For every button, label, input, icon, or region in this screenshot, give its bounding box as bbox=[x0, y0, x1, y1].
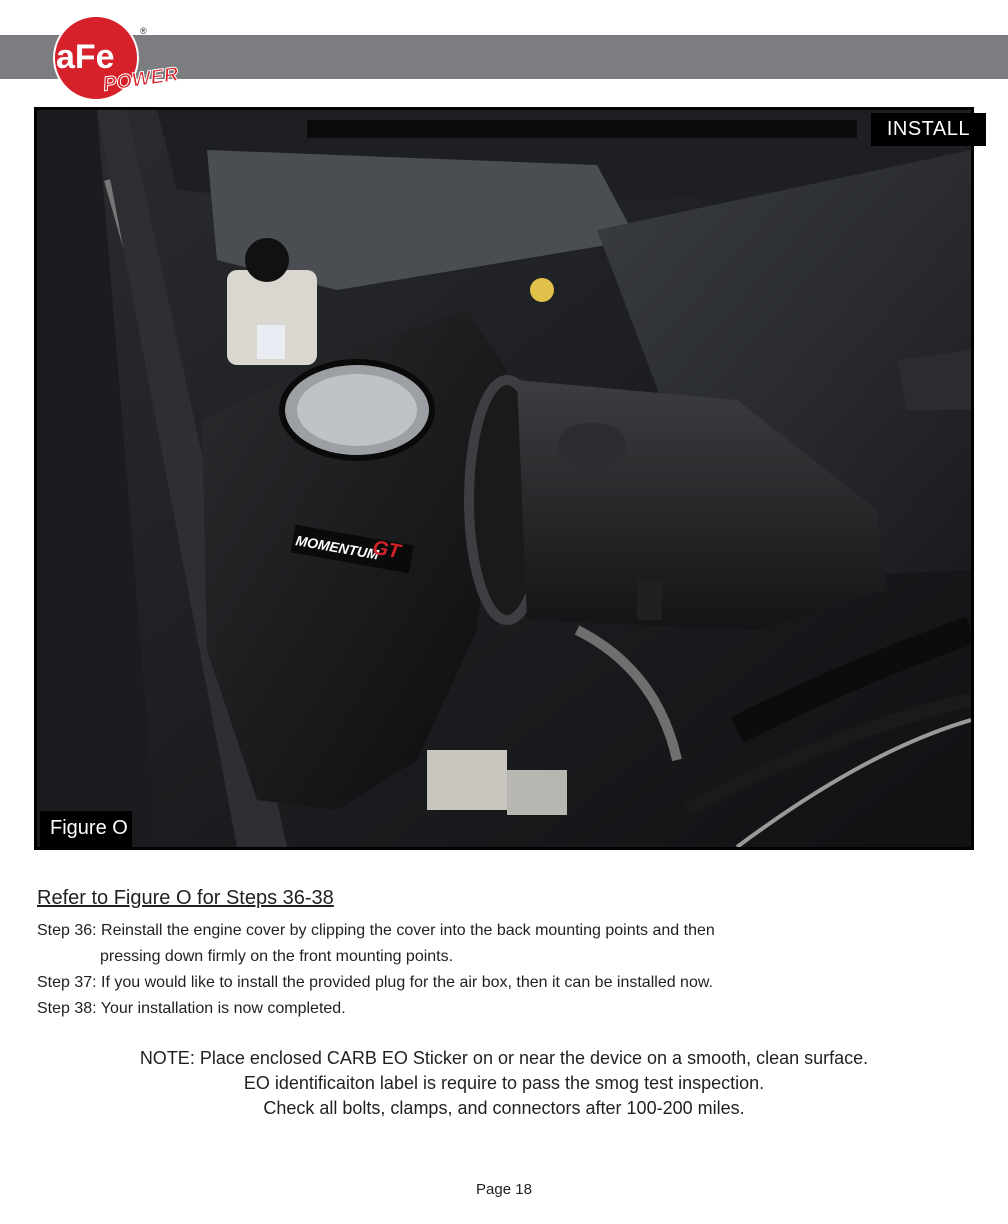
install-tag: INSTALL bbox=[871, 113, 986, 146]
figure-label: Figure O bbox=[40, 811, 132, 847]
page-number: Page 18 bbox=[476, 1181, 532, 1198]
logo-text: aFe bbox=[56, 38, 115, 76]
engine-bay-illustration bbox=[37, 110, 971, 847]
note-line-2: EO identificaiton label is require to pass the smog test inspection. bbox=[243, 1073, 765, 1093]
step-38: Step 38: Your installation is now completed. bbox=[37, 1000, 346, 1017]
figure-o-photo bbox=[34, 107, 974, 850]
product-label-accent: GT bbox=[370, 536, 403, 564]
logo-registered: ® bbox=[140, 26, 147, 36]
step-36-line-2: pressing down firmly on the front mounting points. bbox=[100, 948, 454, 965]
step-36-line-1: Step 36: Reinstall the engine cover by clipping the cover into the back mounting points and then bbox=[37, 922, 715, 939]
note-line-3: Check all bolts, clamps, and connectors after 100-200 miles. bbox=[263, 1098, 745, 1118]
section-heading: Refer to Figure O for Steps 36-38 bbox=[37, 887, 334, 909]
afe-power-logo bbox=[48, 8, 198, 108]
product-label: MOMENTUM bbox=[294, 532, 380, 563]
note-line-1: NOTE: Place enclosed CARB EO Sticker on or near the device on a smooth, clean surface. bbox=[139, 1048, 869, 1068]
logo-subtext: POWER bbox=[101, 63, 180, 96]
step-37: Step 37: If you would like to install the provided plug for the air box, then it can be installed now. bbox=[37, 974, 713, 991]
